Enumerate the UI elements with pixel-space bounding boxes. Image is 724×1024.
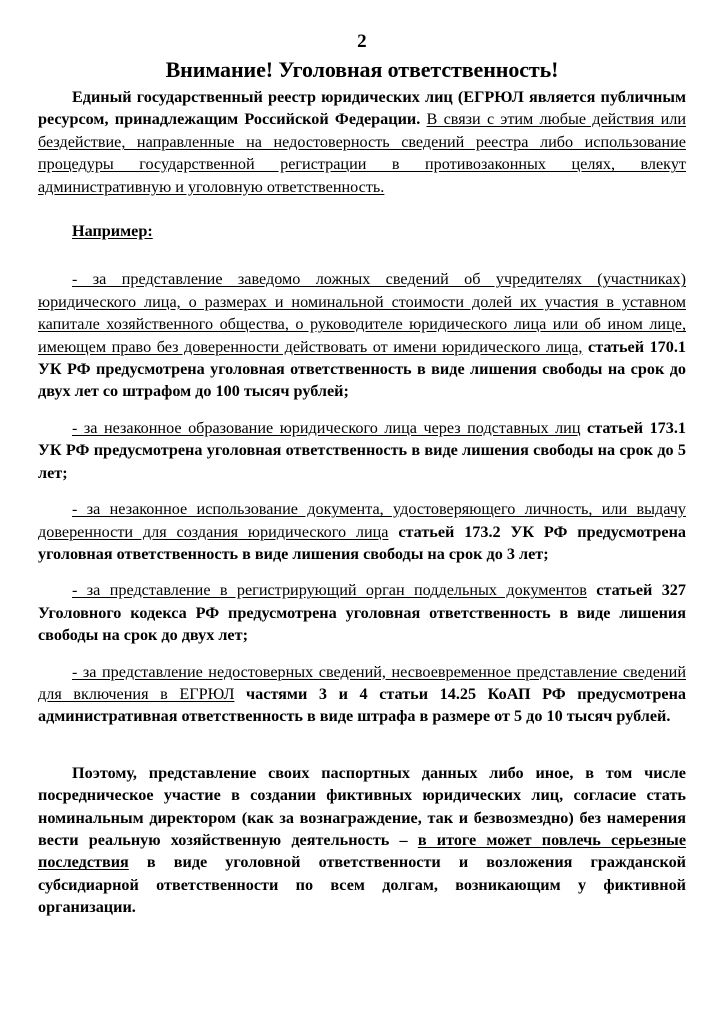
list-item-bold-text: статьей 170.1 УК РФ предусмотрена уголовная ответственность в виде лишения свободы на срок до двух лет со штрафом до 100 тысяч рублей; [38,337,686,401]
spacer [38,242,686,268]
list-item [38,579,686,646]
list-item-underlined-text: - за представление заведомо ложных сведений об учредителях (участниках) юридического лица, о размерах и номинальной стоимости долей их участия в уставном капитале хозяйственного общества, о руководителе юридического лица или об ином лице, имеющем право без доверенности действовать от имени юридического лица, [38,270,686,356]
spacer [38,728,686,762]
example-heading-label: Например: [72,222,153,241]
list-item-underlined-text: - за незаконное образование юридического лица через подставных лиц [72,418,581,437]
list-item-bold-text: статьей 327 Уголовного кодекса РФ предусмотрена уголовная ответственность в виде лишения свободы на срок до двух лет; [38,581,686,645]
intro-paragraph [38,86,686,198]
page-number: 2 [357,31,367,52]
spacer [38,565,686,579]
list-item-bold-text: статьей 173.1 УК РФ предусмотрена уголовная ответственность в виде лишения свободы на срок до 5 лет; [38,418,686,482]
list-item [38,661,686,728]
list-item-bold-text: статьей 173.2 УК РФ предусмотрена уголовная ответственность в виде лишения свободы на срок до 3 лет; [38,522,687,563]
conclusion-bold-lead: Поэтому, представление своих паспортных данных либо иное, в том числе посредническое участие в создании фиктивных юридических лиц, согласие стать номинальным директором (как за вознаграждение, так и безвозмездно) без намерения вести реальную хозяйственную деятельность – [38,763,686,849]
example-heading [38,220,686,242]
list-item [38,268,686,402]
page-title: Внимание! Уголовная ответственность! [165,57,559,82]
spacer [38,198,686,220]
conclusion-paragraph [38,762,686,919]
list-item-underlined-text: - за представление недостоверных сведений, несвоевременное представление сведений для включения в ЕГРЮЛ [38,662,686,703]
spacer [38,403,686,417]
spacer [38,484,686,498]
spacer [38,647,686,661]
intro-underlined-text: В связи с этим любые действия или бездействие, направленные на недостоверность сведений реестра либо использование процедуры государственной регистрации в противозаконных целях, влекут административную и уголовную ответственность. [38,110,686,196]
list-item [38,417,686,484]
list-item-underlined-text: - за представление в регистрирующий орган поддельных документов [72,581,587,600]
list-item-bold-text: частями 3 и 4 статьи 14.25 КоАП РФ предусмотрена административная ответственность в виде штрафа в размере от 5 до 10 тысяч рублей. [38,684,686,726]
intro-bold-text: Единый государственный реестр юридических лиц (ЕГРЮЛ является публичным ресурсом, принадлежащим Российской Федерации. [38,88,686,129]
conclusion-bold-tail: в виде уголовной ответственности и возложения гражданской субсидиарной ответственности по всем долгам, возникающим у фиктивной организации. [38,853,687,917]
list-item [38,498,686,565]
list-item-underlined-text: - за незаконное использование документа, удостоверяющего личность, или выдачу доверенности для создания юридического лица [38,500,686,541]
conclusion-bold-underlined: в итоге может повлечь серьезные последствия [38,830,687,872]
